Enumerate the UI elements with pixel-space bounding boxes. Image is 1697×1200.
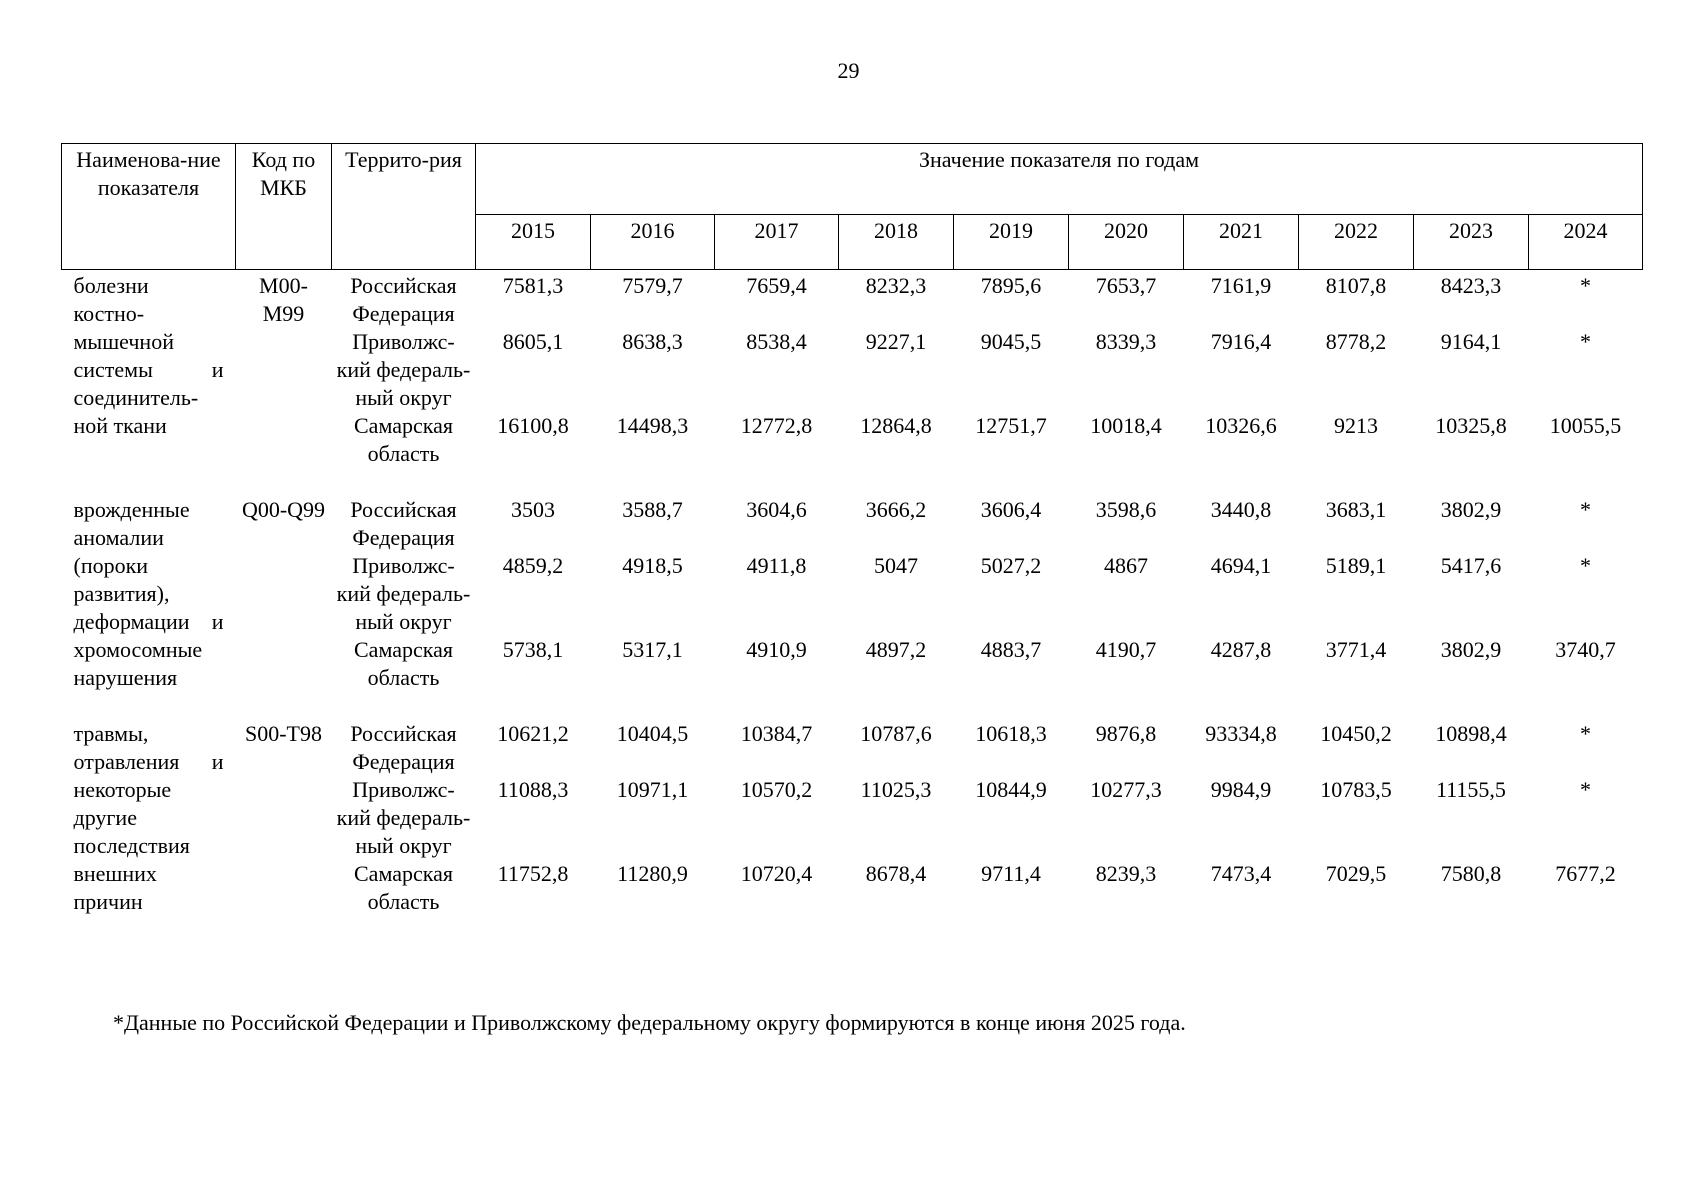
- value-cell: 7916,4: [1210, 329, 1272, 354]
- statistics-table: [61, 143, 1643, 916]
- value-cell: 3740,7: [1555, 637, 1616, 662]
- year-header: 2018: [839, 215, 954, 270]
- value-cell: 11752,8: [497, 861, 569, 886]
- value-cell: 7029,5: [1325, 861, 1387, 886]
- value-cell: 3503: [511, 497, 555, 522]
- header-row: [62, 144, 1643, 215]
- value-cell: 10325,8: [1435, 413, 1507, 438]
- value-cell: 10570,2: [740, 777, 813, 802]
- value-cell: 7581,3: [502, 273, 564, 298]
- value-cell: *: [1580, 329, 1591, 354]
- value-cell: *: [1580, 497, 1591, 522]
- value-cell: 5738,1: [502, 637, 564, 662]
- value-cell: 9984,9: [1210, 777, 1272, 802]
- value-cell: 4287,8: [1210, 637, 1272, 662]
- value-cell: 3588,7: [622, 497, 683, 522]
- table-row: [62, 494, 1643, 552]
- value-cell: 8232,3: [865, 273, 927, 298]
- value-cell: 7161,9: [1210, 273, 1272, 298]
- value-cell: 5417,6: [1440, 553, 1502, 578]
- group-spacer: [62, 692, 1643, 718]
- header-territory: Террито-рия: [332, 144, 476, 270]
- territory-name: Российская Федерация: [350, 497, 457, 550]
- value-cell: 5317,1: [622, 637, 683, 662]
- value-cell: 11025,3: [860, 777, 932, 802]
- year-header: 2022: [1299, 215, 1414, 270]
- value-cell: 8678,4: [865, 861, 927, 886]
- value-cell: 8778,2: [1325, 329, 1387, 354]
- value-cell: 10720,4: [740, 861, 813, 886]
- indicator-name: болезни костно-мышечной системы и соединитель-ной ткани: [73, 273, 224, 438]
- value-cell: 4910,9: [746, 637, 807, 662]
- value-cell: 8239,3: [1095, 861, 1157, 886]
- value-cell: 7659,4: [746, 273, 807, 298]
- value-cell: 8605,1: [502, 329, 564, 354]
- value-cell: 4897,2: [865, 637, 927, 662]
- value-cell: 3802,9: [1440, 637, 1502, 662]
- group-spacer: [62, 468, 1643, 494]
- value-cell: 4867: [1104, 553, 1148, 578]
- group-spacer-cell: [62, 468, 1643, 494]
- value-cell: 11280,9: [617, 861, 688, 886]
- year-header: 2020: [1069, 215, 1184, 270]
- value-cell: 5189,1: [1325, 553, 1387, 578]
- year-header: 2017: [715, 215, 839, 270]
- year-header: 2023: [1414, 215, 1529, 270]
- header-values-group: Значение показателя по годам: [476, 144, 1643, 215]
- value-cell: 10844,9: [975, 777, 1047, 802]
- icd-code: Q00-Q99: [241, 497, 326, 522]
- value-cell: 3604,6: [746, 497, 807, 522]
- value-cell: 8538,4: [746, 329, 807, 354]
- group-spacer-cell: [62, 692, 1643, 718]
- value-cell: 9227,1: [865, 329, 927, 354]
- year-header: 2016: [591, 215, 715, 270]
- header-indicator: Наименова-ние показателя: [62, 144, 236, 270]
- value-cell: 10618,3: [975, 721, 1047, 746]
- value-cell: 3598,6: [1095, 497, 1157, 522]
- table-row: [62, 718, 1643, 776]
- value-cell: 7580,8: [1440, 861, 1502, 886]
- footnote: *Данные по Российской Федерации и Приволжскому федеральному округу формируются в конце июня 2025 года.: [113, 1010, 1186, 1035]
- indicator-name: травмы, отравления и некоторые другие последствия внешних причин: [73, 721, 224, 914]
- value-cell: 10621,2: [497, 721, 569, 746]
- value-cell: 11155,5: [1436, 777, 1506, 802]
- icd-code: S00-T98: [245, 721, 322, 746]
- page-number: 29: [837, 58, 860, 83]
- value-cell: 93334,8: [1205, 721, 1277, 746]
- value-cell: *: [1580, 721, 1591, 746]
- value-cell: 9045,5: [980, 329, 1042, 354]
- value-cell: 7653,7: [1095, 273, 1157, 298]
- value-cell: 9711,4: [981, 861, 1041, 886]
- value-cell: 14498,3: [616, 413, 689, 438]
- value-cell: 4859,2: [502, 553, 564, 578]
- value-cell: 8638,3: [622, 329, 683, 354]
- value-cell: 10018,4: [1090, 413, 1162, 438]
- header-code: Код по МКБ: [236, 144, 332, 270]
- territory-name: Самарская область: [354, 413, 453, 466]
- value-cell: 5027,2: [980, 553, 1042, 578]
- value-cell: 9876,8: [1095, 721, 1157, 746]
- year-header: 2024: [1529, 215, 1643, 270]
- year-header: 2019: [954, 215, 1069, 270]
- value-cell: 10384,7: [740, 721, 813, 746]
- icd-code: M00-M99: [259, 273, 308, 326]
- value-cell: 3606,4: [980, 497, 1042, 522]
- value-cell: 10404,5: [616, 721, 689, 746]
- territory-name: Самарская область: [354, 637, 453, 690]
- value-cell: 3683,1: [1325, 497, 1387, 522]
- indicator-name: врожденные аномалии (пороки развития), деформации и хромосомные нарушения: [73, 497, 224, 690]
- value-cell: 7473,4: [1210, 861, 1272, 886]
- value-cell: *: [1580, 777, 1591, 802]
- value-cell: 8423,3: [1440, 273, 1502, 298]
- value-cell: 5047: [874, 553, 918, 578]
- value-cell: 11088,3: [497, 777, 569, 802]
- value-cell: 7677,2: [1555, 861, 1616, 886]
- value-cell: 4190,7: [1095, 637, 1157, 662]
- value-cell: 3440,8: [1210, 497, 1272, 522]
- value-cell: 7895,6: [980, 273, 1042, 298]
- value-cell: 12751,7: [975, 413, 1047, 438]
- value-cell: 10326,6: [1205, 413, 1277, 438]
- value-cell: 8107,8: [1325, 273, 1387, 298]
- value-cell: 9164,1: [1440, 329, 1502, 354]
- territory-name: Приволжс-кий федераль-ный округ: [336, 777, 471, 858]
- territory-name: Российская Федерация: [350, 273, 457, 326]
- value-cell: 3666,2: [865, 497, 927, 522]
- value-cell: 3802,9: [1440, 497, 1502, 522]
- value-cell: 9213: [1334, 413, 1378, 438]
- value-cell: 10787,6: [860, 721, 932, 746]
- value-cell: *: [1580, 273, 1591, 298]
- territory-name: Приволжс-кий федераль-ный округ: [336, 553, 471, 634]
- value-cell: 3771,4: [1325, 637, 1387, 662]
- value-cell: 16100,8: [497, 413, 569, 438]
- value-cell: 12864,8: [860, 413, 932, 438]
- territory-name: Российская Федерация: [350, 721, 457, 774]
- table-row: [62, 270, 1643, 329]
- value-cell: 10971,1: [616, 777, 689, 802]
- year-header: 2021: [1184, 215, 1299, 270]
- value-cell: 12772,8: [740, 413, 813, 438]
- year-header: 2015: [476, 215, 591, 270]
- value-cell: *: [1580, 553, 1591, 578]
- value-cell: 10450,2: [1320, 721, 1392, 746]
- value-cell: 8339,3: [1095, 329, 1157, 354]
- value-cell: 10055,5: [1549, 413, 1622, 438]
- value-cell: 10277,3: [1090, 777, 1162, 802]
- value-cell: 7579,7: [622, 273, 683, 298]
- value-cell: 4694,1: [1210, 553, 1272, 578]
- value-cell: 10783,5: [1320, 777, 1392, 802]
- value-cell: 4918,5: [622, 553, 683, 578]
- value-cell: 4911,8: [746, 553, 807, 578]
- value-cell: 4883,7: [980, 637, 1042, 662]
- territory-name: Самарская область: [354, 861, 453, 914]
- territory-name: Приволжс-кий федераль-ный округ: [336, 329, 471, 410]
- value-cell: 10898,4: [1435, 721, 1507, 746]
